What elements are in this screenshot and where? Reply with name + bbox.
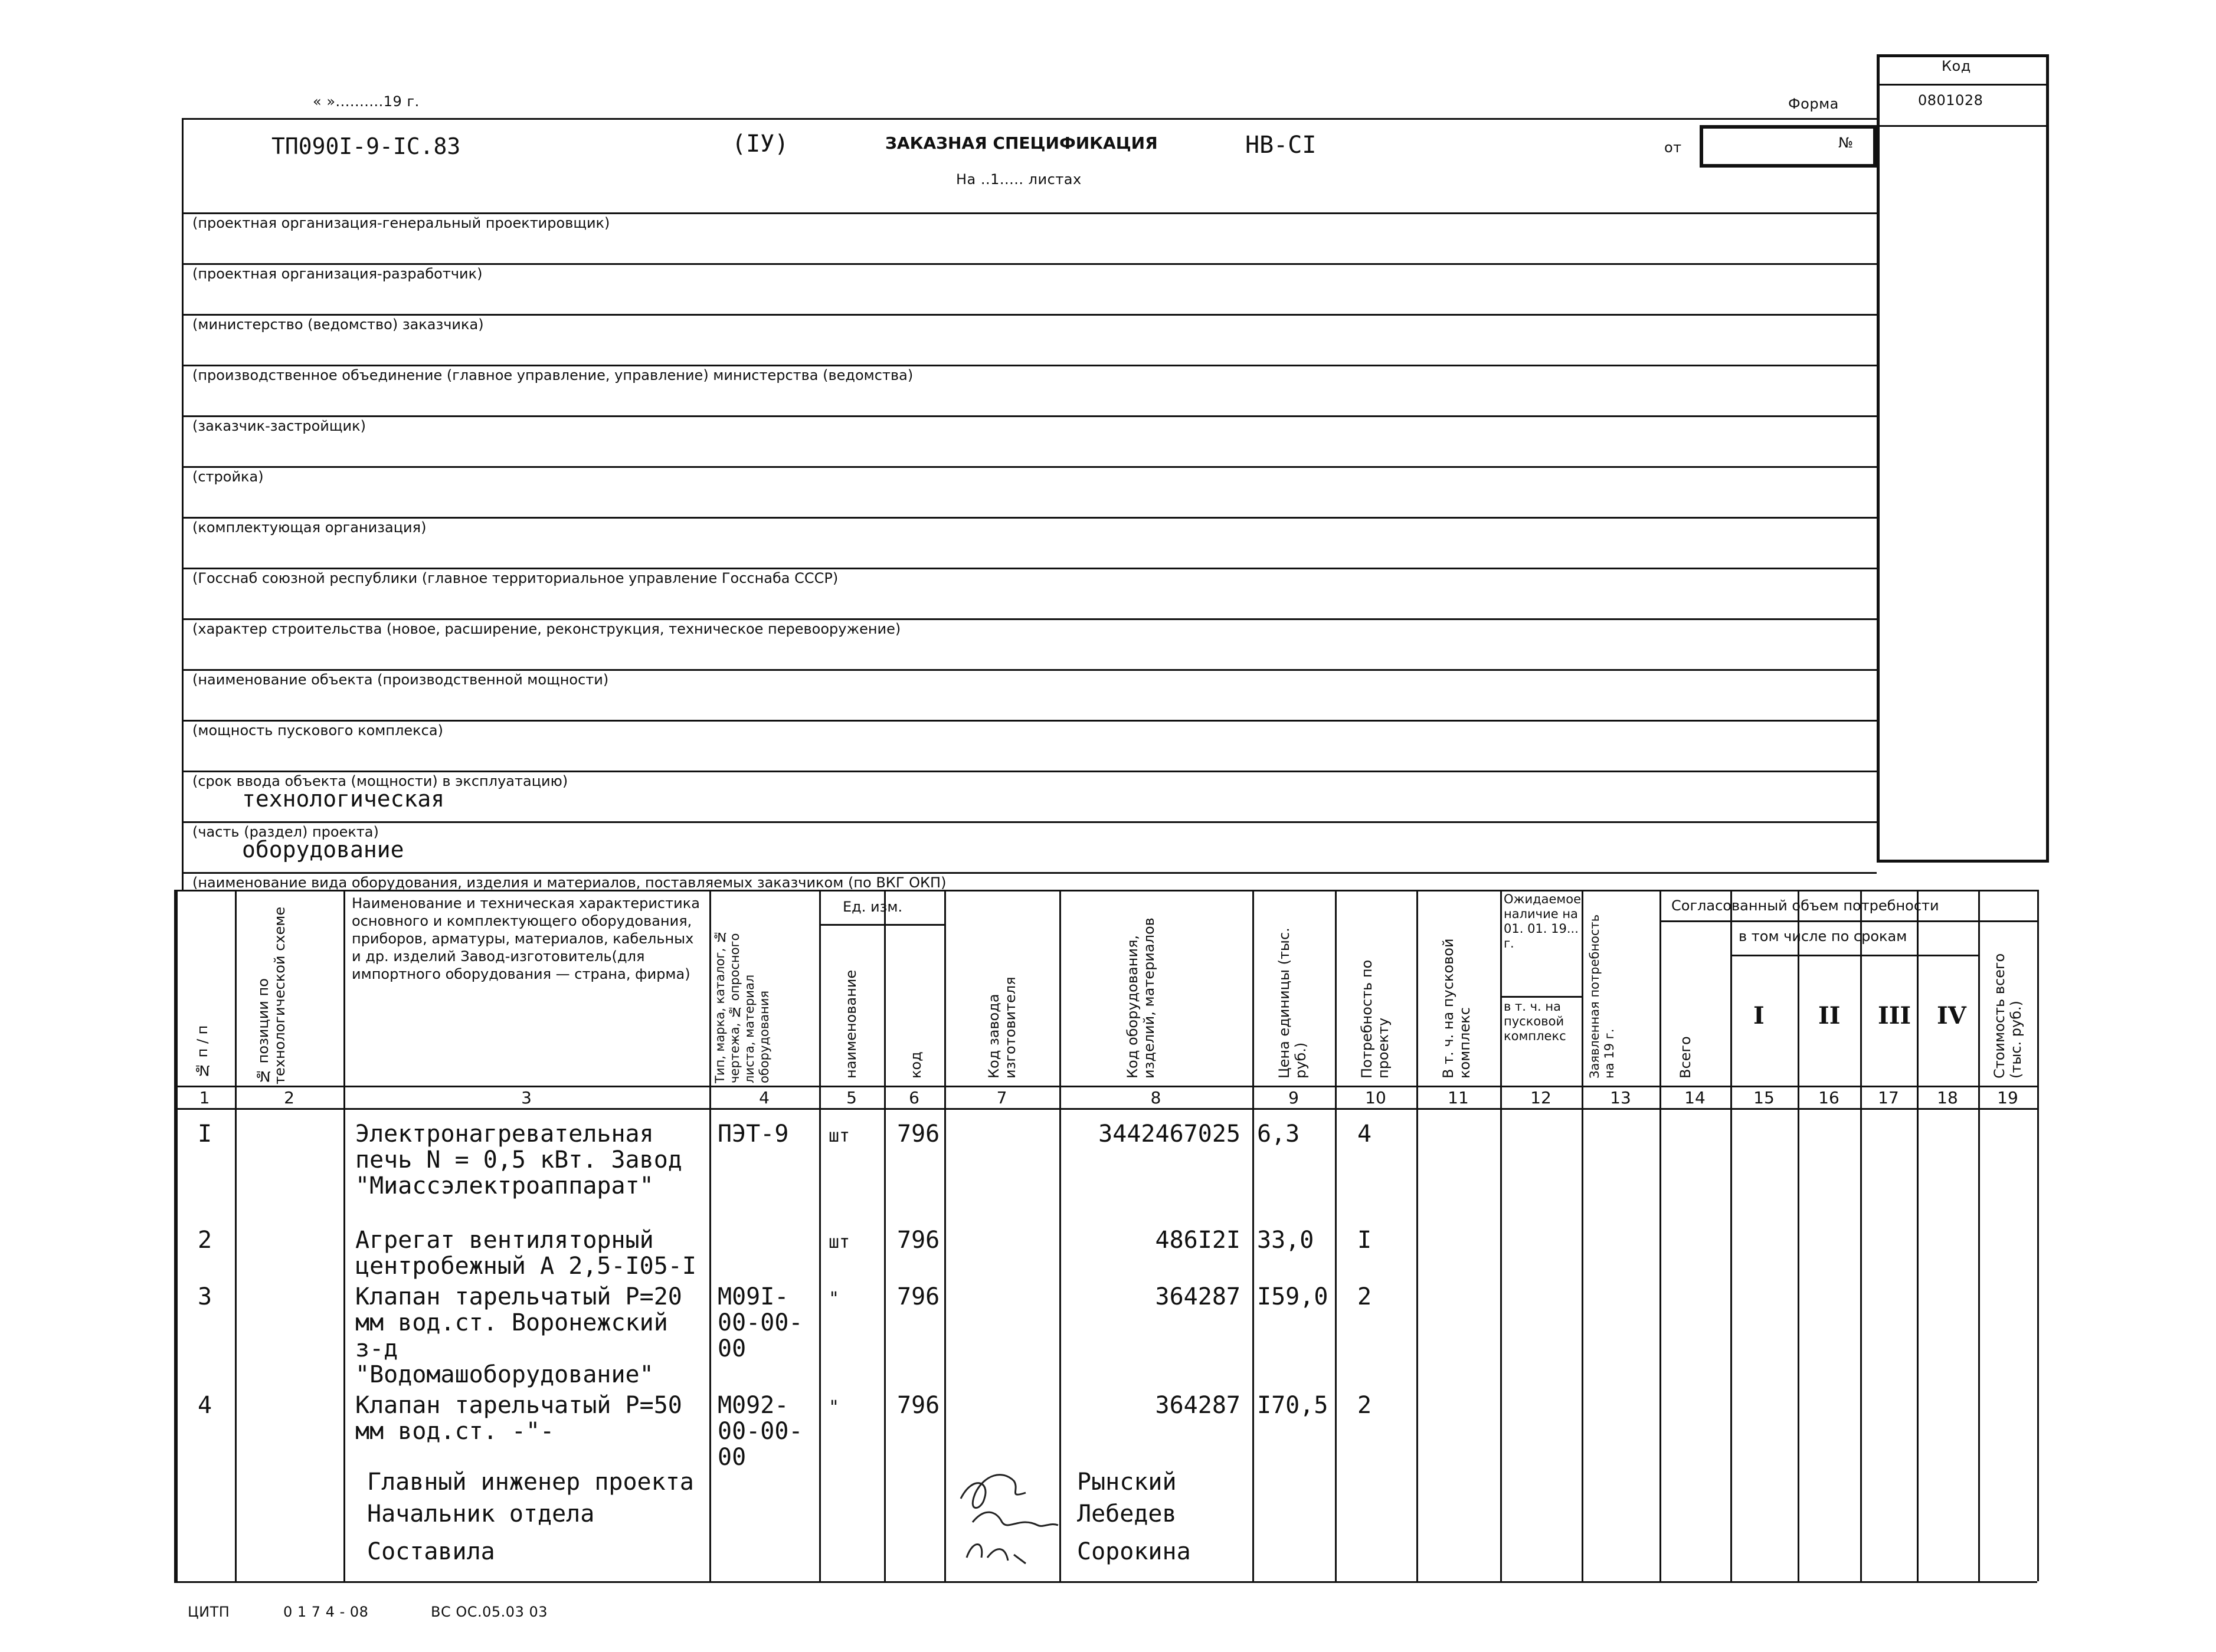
field-label: (проектная организация-генеральный проектировщик): [192, 215, 610, 231]
period-header-1: I: [1753, 1002, 1765, 1030]
field-label: (стройка): [192, 468, 264, 485]
col-header-19: Стоимость всего (тыс. руб.): [1991, 953, 2024, 1079]
footer-org: ЦИТП: [188, 1604, 230, 1620]
col-number: 5: [846, 1088, 857, 1107]
row-price: 6,3: [1257, 1120, 1300, 1148]
field-line: [182, 821, 1877, 823]
field-label: (заказчик-застройщик): [192, 418, 366, 434]
table-column-line: [1335, 890, 1337, 1581]
no-label: №: [1838, 135, 1854, 151]
date-line: « »..........19 г.: [313, 93, 420, 110]
col-number: 19: [1997, 1088, 2018, 1107]
unit-group-header: Ед. изм.: [843, 899, 903, 915]
field-line: [182, 314, 1877, 316]
col-number: 18: [1937, 1088, 1958, 1107]
agreed-group-header: Согласованный объем потребности: [1671, 897, 1939, 914]
field-label: (часть (раздел) проекта): [192, 824, 379, 840]
field-line: [182, 872, 1877, 874]
row-code: 486I2I: [1155, 1227, 1240, 1254]
row-type: М092-00-00-00: [718, 1392, 803, 1471]
col-header-14: Всего: [1677, 1036, 1694, 1079]
col-number: 8: [1150, 1088, 1161, 1107]
col-number: 1: [199, 1088, 210, 1107]
row-unit: ": [829, 1397, 840, 1418]
row-qty: 2: [1357, 1283, 1372, 1310]
row-name: Клапан тарельчатый Р=20 мм вод.ст. Воронежский з-д "Водомашоборудование": [355, 1283, 682, 1388]
table-column-line: [1500, 890, 1502, 1581]
doc-number: ТП090I-9-IС.83: [271, 133, 461, 159]
col-number: 15: [1753, 1088, 1775, 1107]
field-line: [182, 618, 1877, 620]
col-number: 6: [909, 1088, 919, 1107]
col-header-1: № п / п: [194, 1025, 211, 1079]
table-num-bottom: [174, 1108, 2037, 1110]
row-unit-code: 796: [897, 1120, 940, 1148]
col-number: 7: [996, 1088, 1007, 1107]
row-number: 4: [198, 1392, 212, 1419]
col-number: 9: [1288, 1088, 1299, 1107]
table-column-line: [1730, 890, 1732, 1581]
row-name: Электронагревательная печь N = 0,5 кВт. Завод "Миассэлектроаппарат": [355, 1120, 682, 1199]
col-header-11: В т. ч. на пусковой комплекс: [1440, 938, 1473, 1079]
row-name: Агрегат вентиляторный центробежный А 2,5-I05-I: [355, 1227, 696, 1280]
col-header-9: Цена единицы (тыс. руб.): [1276, 927, 1309, 1079]
signature-name: Сорокина: [1077, 1538, 1191, 1565]
col-number: 12: [1530, 1088, 1551, 1107]
footer-num: 0 1 7 4 - 08: [283, 1604, 369, 1620]
field-label: (наименование объекта (производственной мощности): [192, 671, 609, 688]
field-label: (мощность пускового комплекса): [192, 722, 443, 739]
row-number: 2: [198, 1227, 212, 1254]
field-line: [182, 669, 1877, 671]
form-label: Форма: [1788, 96, 1839, 112]
footer-ref: ВС ОС.05.03 03: [431, 1604, 548, 1620]
row-number: I: [198, 1120, 212, 1148]
period-header-4: IV: [1937, 1002, 1966, 1030]
agreed-group-line: [1659, 920, 2037, 922]
col-number: 17: [1878, 1088, 1899, 1107]
col-number: 4: [759, 1088, 770, 1107]
row-unit-code: 796: [897, 1227, 940, 1254]
row-unit: ": [829, 1289, 840, 1309]
table-column-line: [944, 890, 946, 1581]
field-label: (наименование вида оборудования, изделия и материалов, поставляемых заказчиком (по ВКГ ОКП): [192, 874, 947, 891]
table-head-bottom: [174, 1086, 2037, 1087]
field-label: (проектная организация-разработчик): [192, 266, 483, 282]
period-header-3: III: [1878, 1002, 1911, 1030]
row-price: I70,5: [1257, 1392, 1328, 1419]
period-group-header: в том числе по срокам: [1739, 928, 1907, 945]
col-header-3: Наименование и техническая характеристика основного и комплектующего оборудования, приборов, арматуры, материалов, кабельных и др. изделий Завод-изготовитель(для импортного оборудования — страна, фирма): [352, 895, 700, 982]
row-unit: шт: [829, 1126, 850, 1146]
sheets: На ..1..... листах: [956, 171, 1082, 188]
field-label: (Госснаб союзной республики (главное территориальное управление Госснаба СССР): [192, 570, 839, 586]
col-number: 11: [1448, 1088, 1469, 1107]
signature-role: Составила: [367, 1538, 495, 1565]
table-column-line: [1659, 890, 1661, 1581]
col-header-4: Тип, марка, каталог, № чертежа, № опросного листа, материал оборудования: [713, 930, 771, 1083]
spec-id: НВ-СI: [1245, 132, 1317, 159]
form-code: 0801028: [1918, 92, 1983, 109]
row-unit: шт: [829, 1232, 850, 1253]
code-box: [1877, 54, 2049, 863]
col-header-12b: в т. ч. на пусковой комплекс: [1504, 999, 1566, 1043]
field-label: (министерство (ведомство) заказчика): [192, 316, 484, 333]
row-price: I59,0: [1257, 1283, 1328, 1310]
row-code: 364287: [1155, 1283, 1240, 1310]
field-line: [182, 365, 1877, 366]
field-line: [182, 466, 1877, 468]
col-header-7: Код завода изготовителя: [986, 976, 1019, 1079]
row-type: ПЭТ-9: [718, 1120, 789, 1148]
table-bottom-line: [174, 1581, 2037, 1583]
spec-title: ЗАКАЗНАЯ СПЕЦИФИКАЦИЯ: [885, 133, 1158, 153]
row-type: М09I-00-00-00: [718, 1283, 803, 1362]
col-header-12a: Ожидаемое наличие на 01. 01. 19... г.: [1504, 892, 1582, 950]
col-header-2: № позиции по технологической схеме: [255, 906, 288, 1084]
table-column-line: [709, 890, 711, 1581]
row-unit-code: 796: [897, 1283, 940, 1310]
col12-split: [1500, 996, 1582, 998]
signature-role: Главный инженер проекта: [367, 1469, 694, 1496]
field-value: оборудование: [242, 837, 404, 863]
col-header-6: код: [908, 1051, 924, 1079]
table-column-line: [1252, 890, 1254, 1581]
field-label: (характер строительства (новое, расширение, реконструкция, техническое перевооружение): [192, 621, 901, 637]
table-column-line: [884, 890, 886, 1581]
table-column-line: [235, 890, 237, 1581]
col-number: 14: [1684, 1088, 1706, 1107]
table-column-line: [1978, 890, 1980, 1581]
row-code: 3442467025: [1098, 1120, 1240, 1148]
field-label: (комплектующая организация): [192, 519, 427, 536]
col-header-10: Потребность по проекту: [1359, 959, 1392, 1079]
field-line: [182, 263, 1877, 265]
col-number: 13: [1610, 1088, 1631, 1107]
row-qty: I: [1357, 1227, 1372, 1254]
field-label: (срок ввода объекта (мощности) в эксплуатацию): [192, 773, 568, 789]
table-column-line: [1416, 890, 1418, 1581]
table-column-line: [343, 890, 345, 1581]
table-column-line: [1798, 890, 1799, 1581]
col-header-5: наименование: [843, 969, 859, 1079]
signature-name: Лебедев: [1077, 1500, 1177, 1528]
table-column-line: [174, 890, 178, 1581]
field-value: технологическая: [242, 786, 445, 812]
top-frame-line: [182, 118, 1877, 120]
table-column-line: [1917, 890, 1919, 1581]
period-group-line: [1730, 955, 1978, 956]
row-qty: 4: [1357, 1120, 1372, 1148]
field-line: [182, 212, 1877, 214]
row-code: 364287: [1155, 1392, 1240, 1419]
from-label: от: [1664, 139, 1682, 156]
code-label: Код: [1942, 58, 1971, 74]
table-column-line: [819, 890, 821, 1581]
row-price: 33,0: [1257, 1227, 1314, 1254]
table-column-line: [1582, 890, 1583, 1581]
row-unit-code: 796: [897, 1392, 940, 1419]
signature-role: Начальник отдела: [367, 1500, 595, 1528]
table-top-line: [174, 890, 2037, 891]
field-line: [182, 415, 1877, 417]
period-header-2: II: [1818, 1002, 1841, 1030]
field-line: [182, 568, 1877, 569]
volume: (IУ): [732, 130, 789, 158]
col-header-13: Заявленная потребность на 19 г.: [1587, 914, 1616, 1079]
row-qty: 2: [1357, 1392, 1372, 1419]
unit-group-line: [819, 924, 944, 926]
field-line: [182, 771, 1877, 772]
col-number: 3: [521, 1088, 532, 1107]
row-number: 3: [198, 1283, 212, 1310]
col-number: 16: [1818, 1088, 1839, 1107]
col-number: 2: [284, 1088, 294, 1107]
signature-name: Рынский: [1077, 1469, 1177, 1496]
row-name: Клапан тарельчатый Р=50 мм вод.ст. -"-: [355, 1392, 682, 1445]
table-column-line: [1860, 890, 1862, 1581]
field-line: [182, 517, 1877, 519]
handwritten-signature: [949, 1457, 1067, 1569]
col-header-8: Код оборудования, изделий, материалов: [1124, 917, 1157, 1079]
col-number: 10: [1365, 1088, 1386, 1107]
field-label: (производственное объединение (главное управление, управление) министерства (ведомства): [192, 367, 914, 384]
field-line: [182, 720, 1877, 722]
